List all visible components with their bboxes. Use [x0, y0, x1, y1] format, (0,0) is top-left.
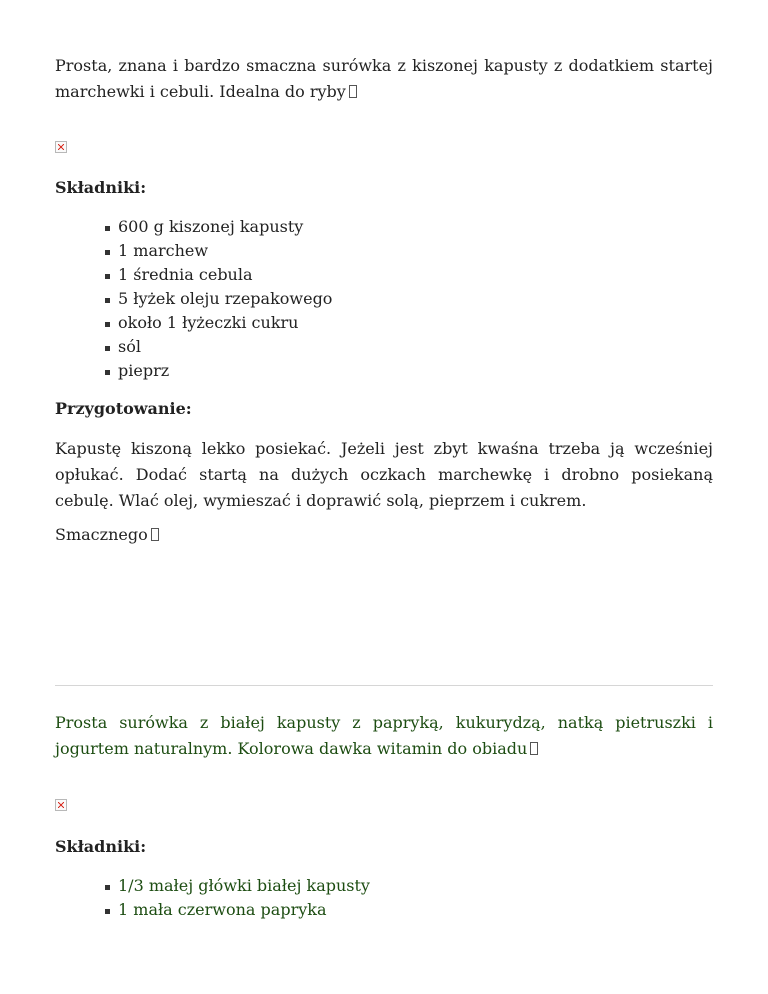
list-item: 1 marchew	[103, 239, 332, 263]
list-item: około 1 łyżeczki cukru	[103, 311, 332, 335]
broken-image-icon	[55, 141, 67, 153]
list-item: sól	[103, 335, 332, 359]
list-item: 1 średnia cebula	[103, 263, 332, 287]
list-item[interactable]: 1 mała czerwona papryka	[103, 898, 370, 922]
broken-image-icon	[55, 799, 67, 811]
list-item: pieprz	[103, 359, 332, 383]
preparation-text: Kapustę kiszoną lekko posiekać. Jeżeli jest zbyt kwaśna trzeba ją wcześniej opłukać. Dodać startą na dużych oczkach marchewkę i drobno posiekaną cebulę. Wlać olej, wymieszać i doprawić solą, pieprzem i cukrem.	[55, 439, 713, 510]
list-item: 5 łyżek oleju rzepakowego	[103, 287, 332, 311]
ingredients-heading: Składniki:	[55, 837, 147, 856]
preparation-heading: Przygotowanie:	[55, 399, 192, 418]
ingredients-list	[103, 215, 332, 383]
article1-intro: Prosta, znana i bardzo smaczna surówka z kiszonej kapusty z dodatkiem startej marchewki i cebuli. Idealna do ryby	[55, 56, 713, 101]
ingredients-list	[103, 874, 370, 922]
emoji-placeholder-icon	[349, 85, 357, 98]
closing-text: Smacznego	[55, 522, 159, 548]
article2-intro-link[interactable]: Prosta surówka z białej kapusty z papryką, kukurydzą, natką pietruszki i jogurtem naturalnym. Kolorowa dawka witamin do obiadu	[55, 713, 713, 758]
emoji-placeholder-icon	[151, 528, 159, 541]
emoji-placeholder-icon	[530, 742, 538, 755]
article-divider	[55, 685, 713, 686]
list-item[interactable]: 1/3 małej główki białej kapusty	[103, 874, 370, 898]
list-item: 600 g kiszonej kapusty	[103, 215, 332, 239]
ingredients-heading: Składniki:	[55, 178, 147, 197]
